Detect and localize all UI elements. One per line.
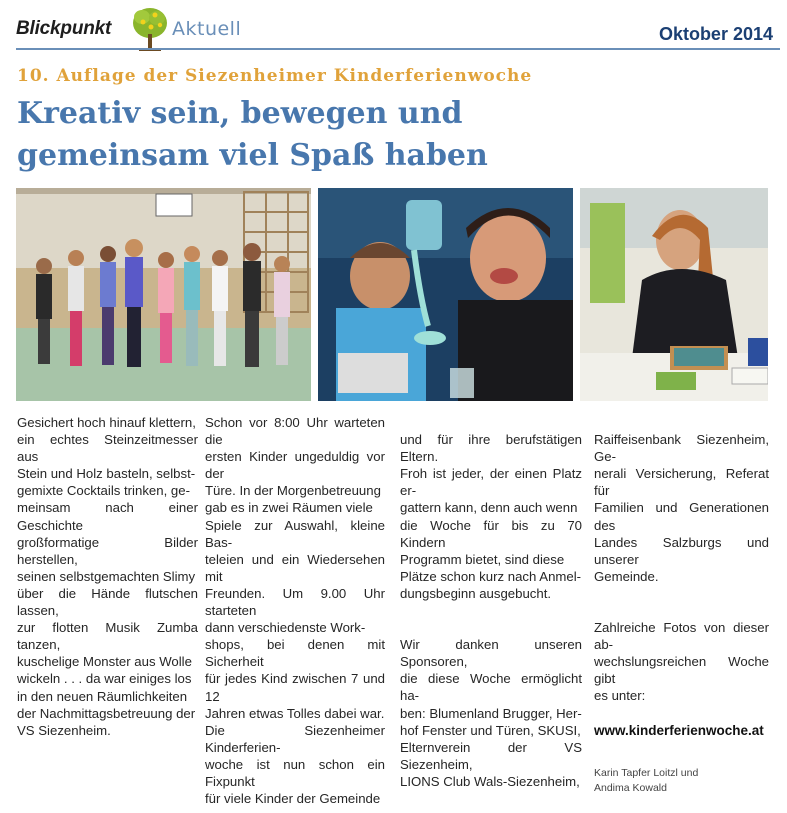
headline-line-1: Kreativ sein, bewegen und (17, 96, 463, 131)
issue-date: Oktober 2014 (658, 24, 773, 44)
column-4-text: Raiffeisenbank Siezenheim, Ge- nerali Versicherung, Referat für Familien und Generationen des Landes Salzburgs und unserer Gemeinde. (594, 432, 769, 584)
author-credit: Karin Tapfer Loitzl und Andima Kowald (594, 766, 699, 794)
article-headline (17, 93, 717, 177)
website-link[interactable]: www.kinderferienwoche.at (594, 722, 764, 738)
article-column-1: Gesichert hoch hinauf klettern, ein echtes Steinzeitmesser aus Stein und Holz basteln, selbst- gemixte Cocktails trinken, ge- meinsam nach einer Geschichte großformatige Bilder herstellen, seinen selbstgemachten Slimy über die Hände flutschen lassen, zur flotten Musik Zumba tanzen, kuschelige Monster aus Wolle wickeln . . . da war einiges los in den neuen Räumlichkeiten der Nachmittagsbetreuung der VS Siezenheim. (17, 415, 198, 738)
photos-text: Zahlreiche Fotos von dieser ab- wechslungsreichen Woche gibt es unter: (594, 620, 769, 704)
headline-line-2: gemeinsam viel Spaß haben (17, 138, 488, 173)
masthead (0, 0, 787, 52)
brand-name: Blickpunkt (16, 18, 112, 39)
article-column-4 (594, 414, 769, 813)
article-kicker: 10. Auflage der Siezenheimer Kinderferienwoche (17, 66, 533, 86)
photo-boys-slime (318, 188, 573, 401)
column-3-text: und für ihre berufstätigen Eltern. Froh ist jeder, der einen Platz er- gattern kann, denn auch wenn die Woche für bis zu 70 Kindern Programm bietet, sind diese Plätze schon kurz nach Anmel- dungsbeginn ausgebucht. (400, 432, 582, 601)
photo-girl-crafting (580, 188, 768, 401)
tree-logo-icon (129, 6, 171, 52)
article-column-2: Schon vor 8:00 Uhr warteten die ersten Kinder ungeduldig vor der Türe. In der Morgenbetreuung gab es in zwei Räumen viele Spiele zur Auswahl, kleine Bas- teleien und ein Wiedersehen mit Freunden. Um 9.00 Uhr starteten dann verschiedenste Work- shops, bei denen mit Sicherheit für jedes Kind zwischen 7 und 12 Jahren etwas Tolles dabei war. Die Siezenheimer Kinderferien- woche ist nun schon ein Fixpunkt für viele Kinder der Gemeinde (205, 415, 385, 807)
sponsors-text: Wir danken unseren Sponsoren, die diese Woche ermöglicht ha- ben: Blumenland Brugger, Her- hof Fenster und Türen, SKUSI, Elternverein der VS Siezenheim, LIONS Club Wals-Siezenheim, (400, 637, 582, 789)
photo-group-gym (16, 188, 311, 401)
header-divider (16, 48, 780, 50)
section-name: Aktuell (172, 18, 242, 40)
article-column-3 (400, 414, 582, 807)
